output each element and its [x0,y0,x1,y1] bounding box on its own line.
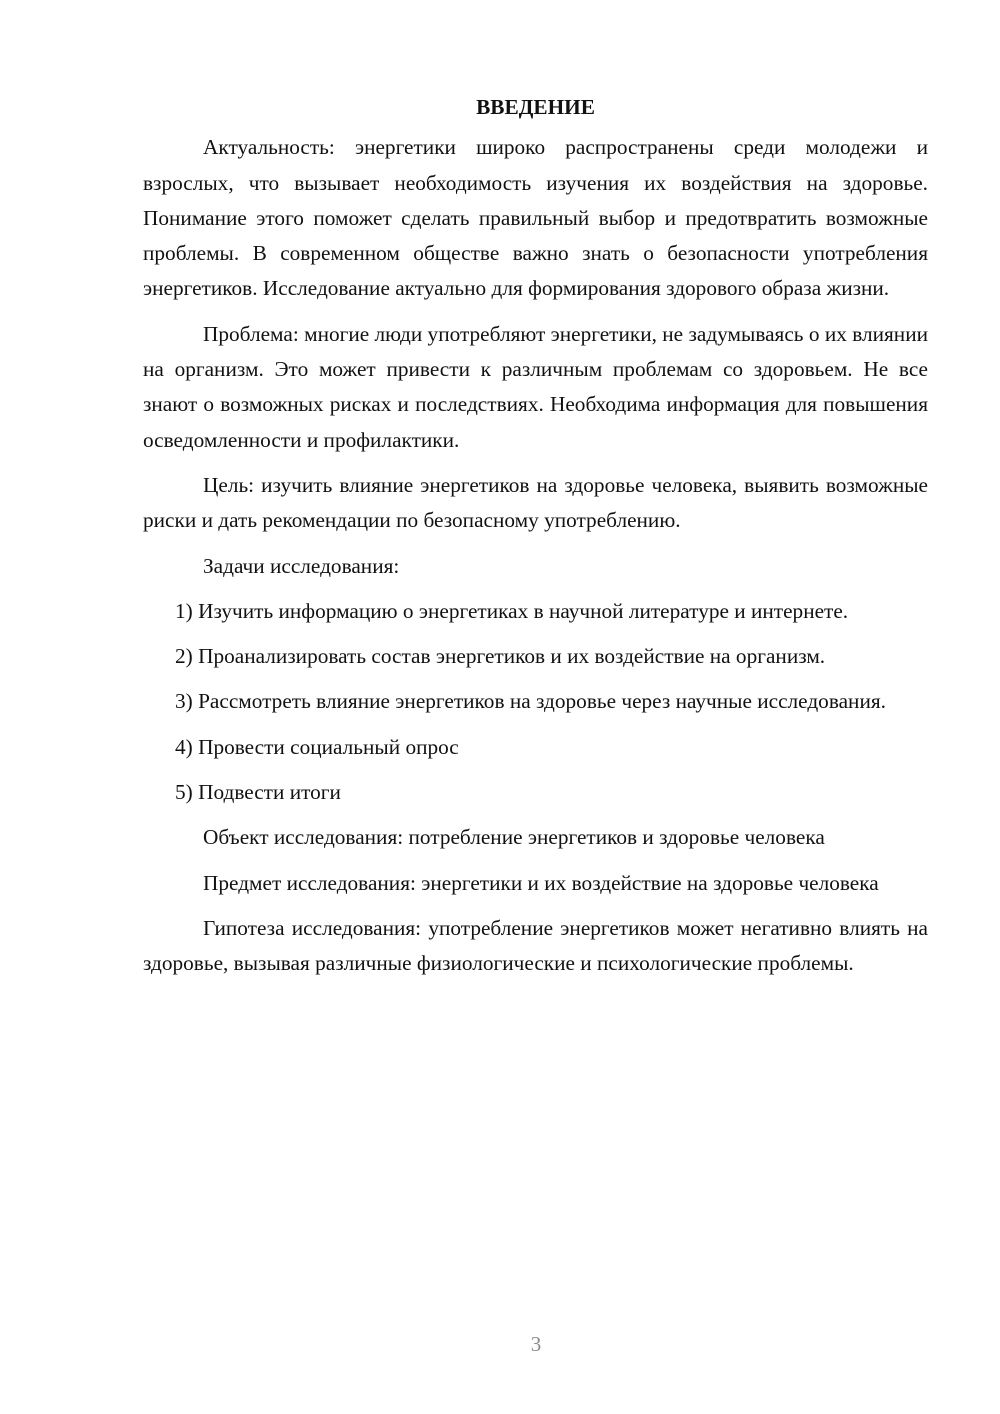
page-number: 3 [530,1332,542,1356]
relevance-paragraph: Актуальность: энергетики широко распространены среди молодежи и взрослых, что вызывает необходимость изучения их воздействия на здоровье. Понимание этого поможет сделать правильный выбор и предотвратить возможные проблемы. В современном обществе важно знать о безопасности употребления энергетиков. Исследование актуально для формирования здорового образа жизни. [143,135,928,301]
section-title: ВВЕДЕНИЕ [476,95,595,119]
object-paragraph: Объект исследования: потребление энергетиков и здоровье человека [203,825,825,850]
task-item-1: 1) Изучить информацию о энергетиках в научной литературе и интернете. [175,598,849,623]
subject-paragraph: Предмет исследования: энергетики и их воздействие на здоровье человека [203,870,879,895]
problem-paragraph: Проблема: многие люди употребляют энергетики, не задумываясь о их влиянии на организм. Это может привести к различным проблемам со здоровьем. Не все знают о возможных рисках и последствиях. Необходима информация для повышения осведомленности и профилактики. [143,321,928,452]
task-item-5: 5) Подвести итоги [175,780,341,805]
hypothesis-paragraph: Гипотеза исследования: употребление энергетиков может негативно влиять на здоровье, вызывая различные физиологические и психологические проблемы. [143,915,928,976]
tasks-heading: Задачи исследования: [203,553,400,578]
goal-paragraph: Цель: изучить влияние энергетиков на здоровье человека, выявить возможные риски и дать рекомендации по безопасному употреблению. [143,472,928,533]
page-content [143,90,928,992]
task-item-4: 4) Провести социальный опрос [175,734,459,759]
task-item-2: 2) Проанализировать состав энергетиков и их воздействие на организм. [175,644,826,669]
task-item-3: 3) Рассмотреть влияние энергетиков на здоровье через научные исследования. [175,689,886,714]
